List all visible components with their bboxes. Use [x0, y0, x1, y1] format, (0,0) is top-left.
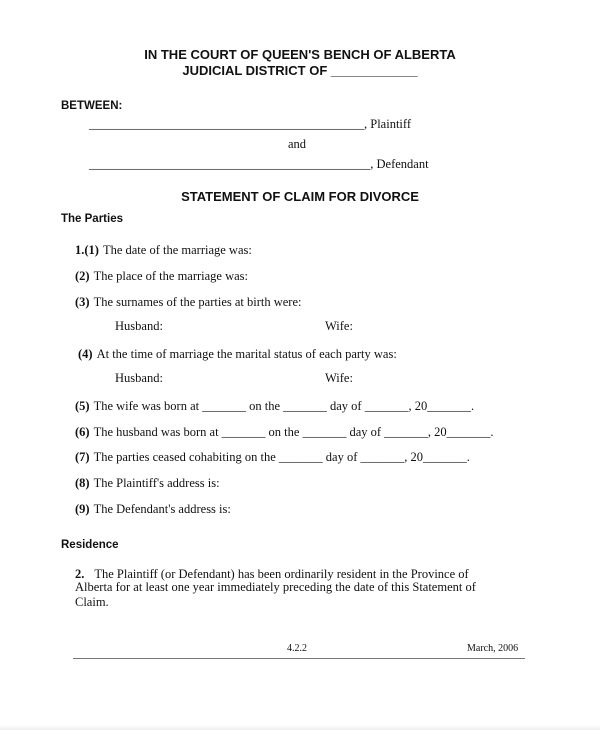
between-label: BETWEEN: [61, 100, 123, 112]
wife-label: Wife: [325, 319, 353, 333]
item-label: (5) [75, 399, 90, 413]
paragraph-number: 1. [75, 243, 85, 257]
item-label: (6) [75, 425, 90, 439]
husband-label: Husband: [115, 371, 163, 385]
wife-label: Wife: [325, 371, 353, 385]
document-title: STATEMENT OF CLAIM FOR DIVORCE [181, 189, 419, 204]
item-text: The surnames of the parties at birth were: [93, 295, 302, 309]
footer-divider [73, 658, 525, 659]
form-number: 4.2.2 [287, 643, 307, 654]
residence-line: Alberta for at least one year immediately preceding the date of this Statement of [75, 580, 476, 594]
list-item [75, 293, 302, 311]
judicial-district: JUDICIAL DISTRICT OF ____________ [182, 63, 418, 78]
husband-label: Husband: [115, 319, 163, 333]
item-label: (1) [84, 243, 99, 257]
item-text: The parties ceased cohabiting on the _______ day of _______, 20_______. [93, 450, 470, 464]
item-label: (7) [75, 450, 90, 464]
item-label: (9) [75, 502, 90, 516]
list-item [75, 267, 248, 285]
residence-line: The Plaintiff (or Defendant) has been ordinarily resident in the Province of [94, 567, 469, 581]
form-date: March, 2006 [467, 643, 519, 654]
list-item [75, 448, 470, 466]
item-text: The husband was born at _______ on the _______ day of _______, 20_______. [93, 425, 494, 439]
section-heading-parties: The Parties [61, 213, 123, 225]
list-item [75, 423, 494, 441]
list-item [75, 241, 252, 259]
item-text: The date of the marriage was: [102, 243, 252, 257]
item-text: The Defendant's address is: [93, 502, 231, 516]
plaintiff-line: ____________________________________________, Plaintiff [89, 117, 411, 131]
list-item [75, 474, 220, 492]
list-item [75, 397, 474, 415]
item-label: (3) [75, 295, 90, 309]
list-item [78, 345, 397, 363]
list-item [75, 500, 231, 518]
page-bottom-edge [0, 725, 600, 730]
court-name: IN THE COURT OF QUEEN'S BENCH OF ALBERTA [144, 47, 456, 62]
item-label: (8) [75, 476, 90, 490]
item-text: The place of the marriage was: [93, 269, 249, 283]
item-label: (4) [78, 347, 93, 361]
item-text: The wife was born at _______ on the _______ day of _______, 20_______. [93, 399, 475, 413]
paragraph-number: 2. [75, 567, 85, 581]
defendant-line: _____________________________________________, Defendant [89, 157, 429, 171]
item-text: At the time of marriage the marital status of each party was: [96, 347, 397, 361]
section-heading-residence: Residence [61, 539, 119, 551]
residence-line: Claim. [75, 595, 109, 609]
item-label: (2) [75, 269, 90, 283]
and-text: and [288, 137, 307, 151]
item-text: The Plaintiff's address is: [93, 476, 220, 490]
